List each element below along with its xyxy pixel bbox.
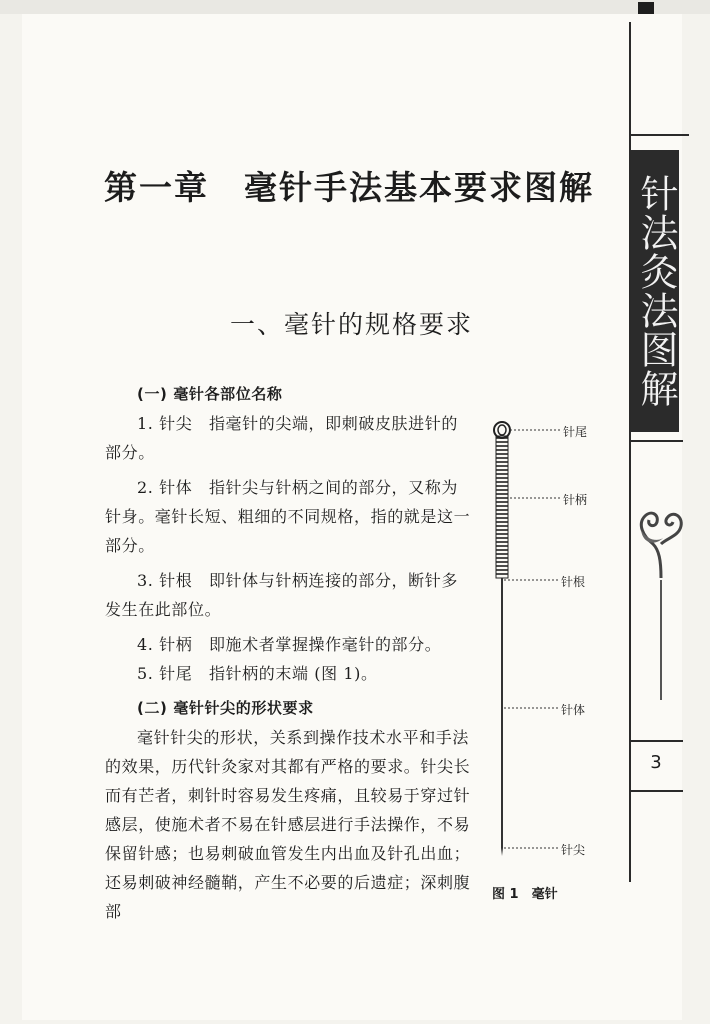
label-needle-handle: 针柄 xyxy=(563,493,588,507)
label-needle-root: 针根 xyxy=(561,575,586,589)
needle-figure xyxy=(470,410,620,870)
section-title: 一、毫针的规格要求 xyxy=(230,310,474,339)
list-item: 3. 针根 即针体与针柄连接的部分，断针多发生在此部位。 xyxy=(105,571,458,619)
sidebar-title: 针法灸法图解 xyxy=(631,150,679,432)
list-item: 4. 针柄 即施术者掌握操作毫针的部分。 xyxy=(137,635,442,654)
list-item: 2. 针体 指针尖与针柄之间的部分，又称为针身。毫针长短、粗细的不同规格，指的就是这一部分。 xyxy=(105,478,471,555)
label-needle-tip: 针尖 xyxy=(561,843,586,857)
page-number-top-rule xyxy=(629,740,683,742)
figure-caption: 图 1 毫针 xyxy=(492,887,558,902)
subsection-heading: (二) 毫针针尖的形状要求 xyxy=(137,699,314,717)
list-item: 1. 针尖 指毫针的尖端，即刺破皮肤进针的部分。 xyxy=(105,414,458,462)
chapter-title: 第一章 毫针手法基本要求图解 xyxy=(104,168,594,207)
needle-body-shape xyxy=(501,578,503,856)
body-paragraph: 毫针针尖的形状，关系到操作技术水平和手法的效果，历代针灸家对其都有严格的要求。针尖长而有芒者，刺针时容易发生疼痛，且较易于穿过针感层，使施术者不易在针感层进行手法操作，不易保留针感；也易刺破血管发生内出血及针孔出血；还易刺破神经髓鞘，产生不必要的后遗症；深刺腹部 xyxy=(105,728,471,921)
needle-handle-shape xyxy=(496,438,508,574)
label-needle-body: 针体 xyxy=(561,703,586,717)
sidebar-top-rule xyxy=(629,134,689,136)
label-needle-tail: 针尾 xyxy=(563,425,588,439)
page-number: 3 xyxy=(650,752,662,773)
page-corner-mark xyxy=(638,2,654,14)
ornament-stem xyxy=(660,580,662,700)
cloud-ornament-icon xyxy=(633,500,689,580)
page-number-bottom-rule xyxy=(629,790,683,792)
subsection-heading: (一) 毫针各部位名称 xyxy=(137,385,283,403)
body-text xyxy=(105,380,473,926)
sidebar-divider xyxy=(629,440,683,442)
page-shadow xyxy=(0,0,710,14)
list-item: 5. 针尾 指针柄的末端 (图 1)。 xyxy=(137,664,378,683)
